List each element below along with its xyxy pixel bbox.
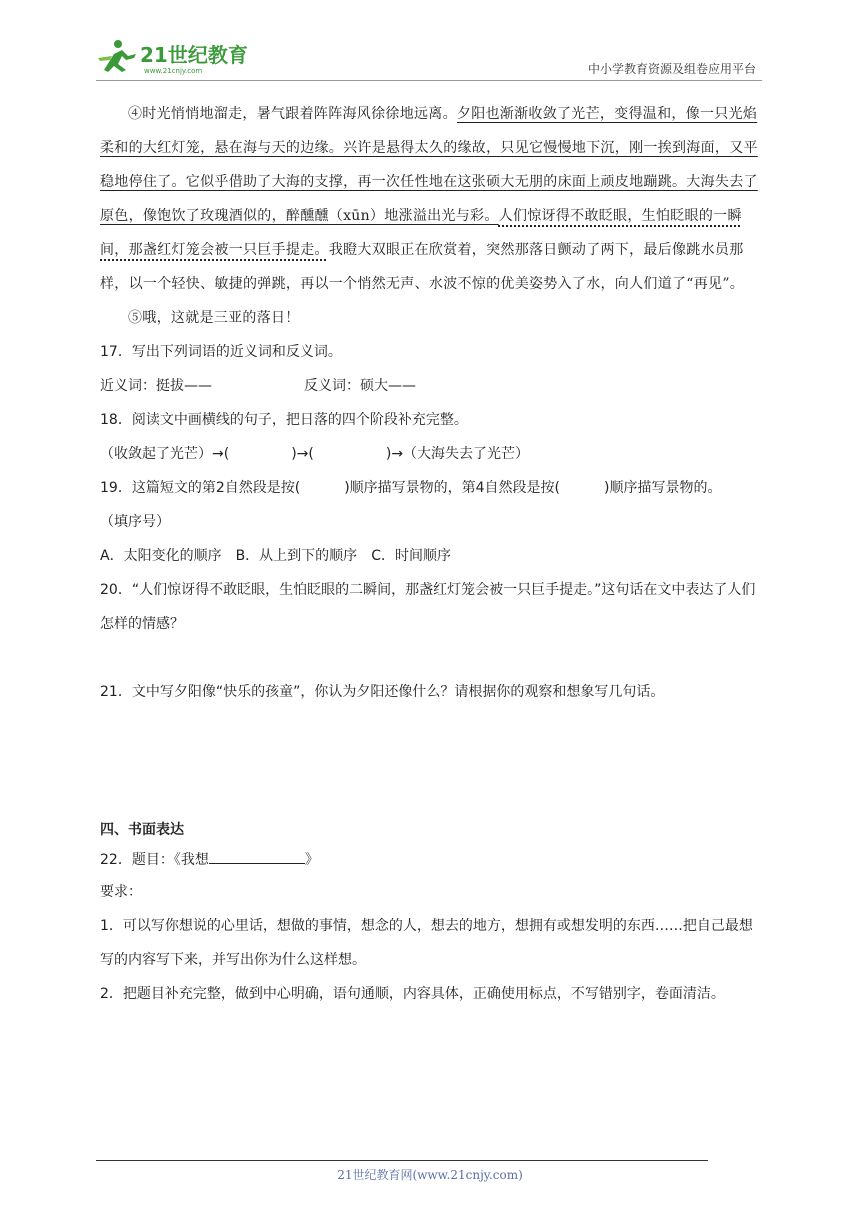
question-18-line bbox=[100, 437, 764, 471]
q22-requirement-1: 1．可以写你想说的心里话，想做的事情，想念的人，想去的地方，想拥有或想发明的东西……把自己最想写的内容写下来，并写出你为什么这样想。 bbox=[100, 918, 753, 968]
q19-part-a: 19．这篇短文的第2自然段是按( bbox=[100, 480, 301, 496]
q19-part-b: )顺序描写景物的，第4自然段是按( bbox=[344, 480, 561, 496]
page-footer: 21世纪教育网(www.21cnjy.com) bbox=[337, 1168, 523, 1182]
logo-icon bbox=[96, 36, 256, 76]
q17-antonym: 反义词：硕大—— bbox=[304, 378, 416, 394]
q22-requirements-label: 要求： bbox=[100, 884, 142, 900]
q22-title-b: 》 bbox=[304, 852, 319, 868]
q18-start: （收敛起了光芒）→( bbox=[100, 446, 230, 462]
question-22 bbox=[100, 845, 764, 875]
q19-part-c: )顺序描写景物的。 bbox=[604, 480, 722, 496]
question-20: 20．“人们惊讶得不敢眨眼，生怕眨眼的二瞬间，那盏红灯笼会被一只巨手提走。”这句话在文中表达了人们怎样的情感？ bbox=[100, 582, 756, 632]
question-17-line bbox=[100, 369, 764, 403]
document-body bbox=[100, 97, 764, 1011]
footer-divider bbox=[96, 1160, 708, 1161]
para4-dotted: 人们惊讶得不敢眨眼，生怕眨眼的一瞬间，那盏红灯笼会被一只巨手提走。 bbox=[100, 208, 742, 258]
logo-url: www.21cnjy.com bbox=[144, 67, 203, 75]
q19-option-a: A．太阳变化的顺序 bbox=[100, 548, 222, 564]
page-header bbox=[96, 32, 762, 81]
question-18: 18．阅读文中画横线的句子，把日落的四个阶段补充完整。 bbox=[100, 412, 468, 428]
section-4-title: 四、书面表达 bbox=[100, 822, 184, 838]
question-21: 21．文中写夕阳像“快乐的孩童”，你认为夕阳还像什么？请根据你的观察和想象写几句话。 bbox=[100, 684, 665, 700]
q19-option-b: B．从上到下的顺序 bbox=[235, 548, 358, 564]
para4-sentence-1: ④时光悄悄地溜走，暑气跟着阵阵海风徐徐地远离。 bbox=[128, 106, 457, 122]
paragraph-5: ⑤哦，这就是三亚的落日！ bbox=[128, 310, 300, 326]
question-19-options bbox=[100, 539, 764, 573]
q22-requirement-2: 2．把题目补充完整，做到中心明确，语句通顺，内容具体，正确使用标点，不写错别字，卷面清洁。 bbox=[100, 986, 725, 1002]
q18-mid: )→( bbox=[291, 446, 314, 462]
q18-end: )→（大海失去了光芒） bbox=[385, 446, 530, 462]
paragraph-4 bbox=[100, 97, 764, 301]
q22-title-blank bbox=[209, 849, 305, 864]
para4-sentence-4: 我瞪大双眼正在欣赏着，突然那落日颤动了两下，最后像跳水员那样，以一个轻快、敏捷的弹跳，再以一个悄然无声、水波不惊的优美姿势入了水，向人们道了“再见”。 bbox=[100, 242, 745, 292]
q19-option-c: C．时间顺序 bbox=[371, 548, 451, 564]
header-platform-text: 中小学教育资源及组卷应用平台 bbox=[587, 62, 756, 76]
logo-text: 21世纪教育 bbox=[140, 43, 248, 67]
question-17: 17．写出下列词语的近义词和反义词。 bbox=[100, 344, 342, 360]
q19-note: （填序号） bbox=[100, 514, 170, 530]
question-19 bbox=[100, 471, 764, 539]
q22-title-a: 22．题目：《我想 bbox=[100, 852, 209, 868]
q17-synonym: 近义词：挺拔—— bbox=[100, 378, 212, 394]
para4-underlined: 夕阳也渐渐收敛了光芒，变得温和，像一只光焰柔和的大红灯笼，悬在海与天的边缘。兴许是悬得太久的缘故，只见它慢慢地下沉，刚一挨到海面，又平稳地停住了。它似乎借助了大海的支撑，再一次任性地在这张硕大无朋的床面上顽皮地蹦跳。大海失去了原色，像饱饮了玫瑰酒似的，醉醺醺（xūn）地涨溢出光与彩。 bbox=[100, 106, 758, 224]
